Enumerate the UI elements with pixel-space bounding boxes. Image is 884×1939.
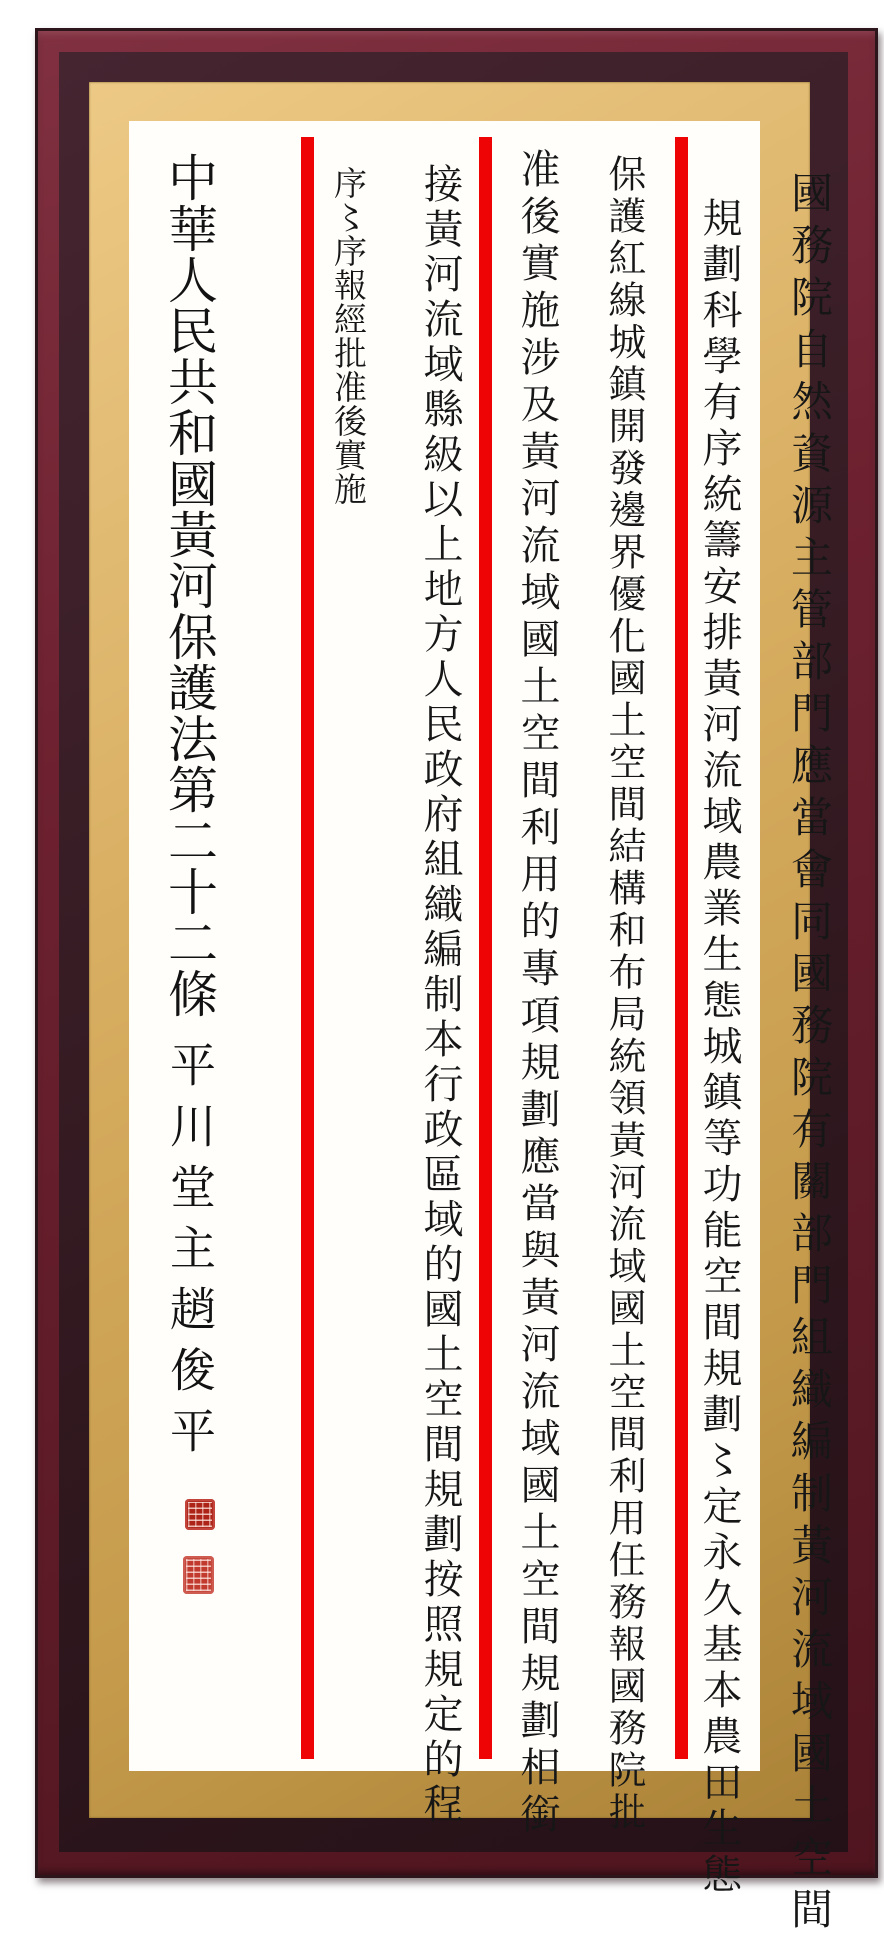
frame-inner-groove (59, 52, 848, 1939)
text-column-2: 規劃科學有序統籌安排黃河流域農業生態城鎮等功能空間規劃〻定永久基本農田生態 (696, 197, 742, 1899)
artist-seal-lower (183, 1556, 214, 1594)
text-column-1: 國務院自然資源主管部門應當會同國務院有關部門組織編制黃河流域國土空間 (785, 171, 834, 1939)
text-column-6: 序〻序報經批准後實施 (329, 166, 368, 506)
red-divider-line (301, 137, 314, 1759)
title-column: 中華人民共和國黃河保護法第二十二條 (160, 152, 218, 1019)
wooden-picture-frame (35, 28, 878, 1939)
text-column-4: 准後實施涉及黃河流域國土空間利用的專項規劃應當與黃河流域國土空間規劃相銜 (514, 148, 560, 1840)
artist-seal-upper (185, 1499, 215, 1530)
calligraphy-paper (129, 121, 834, 1939)
gold-liner (89, 82, 834, 1939)
text-column-5: 接黃河流域縣級以上地方人民政府組織編制本行政區域的國土空間規劃按照規定的程 (417, 163, 463, 1828)
artist-signature: 平川堂主趙俊平 (163, 1041, 217, 1468)
text-column-3: 保護紅線城鎮開發邊界優化國土空間結構和布局統領黃河流域國土空間利用任務報國務院批 (602, 154, 646, 1834)
red-divider-line (479, 137, 492, 1759)
red-divider-line (675, 137, 688, 1759)
